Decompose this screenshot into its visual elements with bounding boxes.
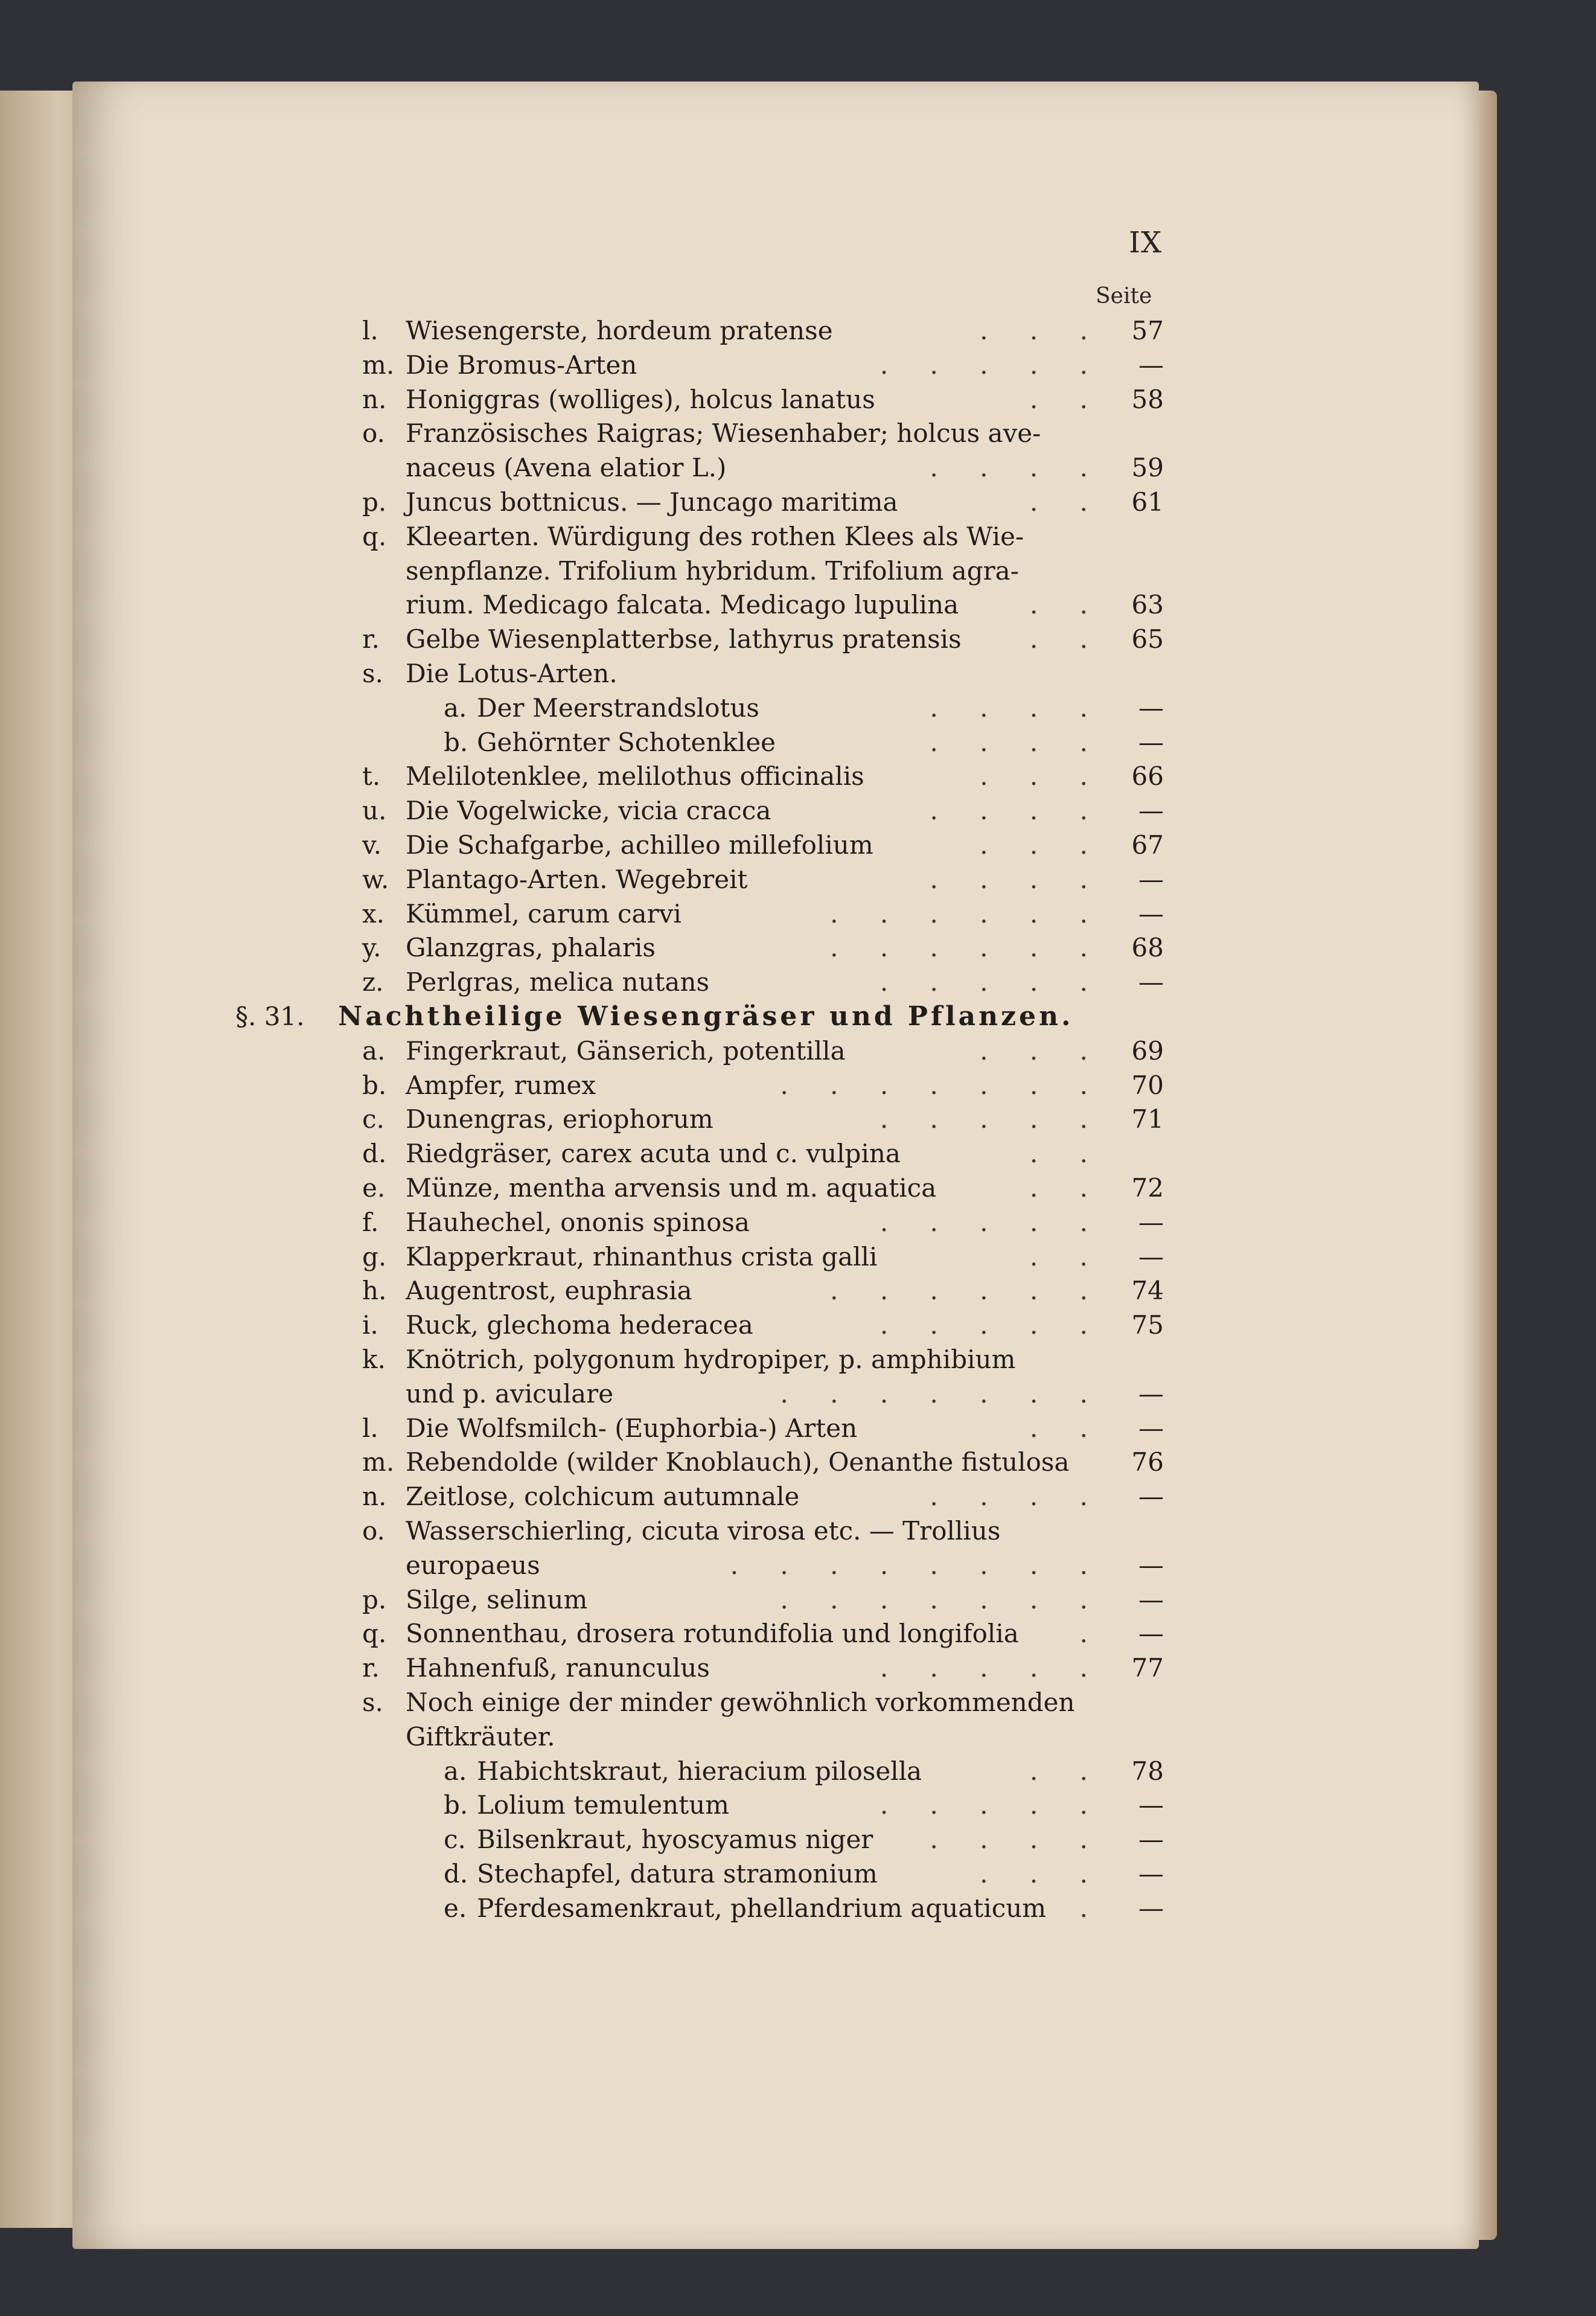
entry-text: Die Schafgarbe, achilleo millefolium (406, 830, 873, 860)
entry-text: Riedgräser, carex acuta und c. vulpina (406, 1139, 901, 1169)
toc-entry (0, 1651, 1596, 1685)
entry-text: Nachtheilige Wiesengräser und Pflanzen. (338, 1001, 1074, 1032)
leader-dots: . . . . . (879, 1104, 1105, 1134)
entry-text: Juncus bottnicus. — Juncago maritima (406, 487, 898, 517)
entry-label: a. (362, 1035, 386, 1066)
toc-entry (0, 1617, 1596, 1651)
entry-page-number: 63 (1131, 590, 1164, 620)
toc-entry (0, 1755, 1596, 1788)
toc-entry (0, 1549, 1596, 1582)
leader-dots: . . (1029, 1756, 1105, 1786)
entry-page-number: 58 (1131, 384, 1164, 414)
entry-label: p. (362, 487, 387, 517)
entry-label: x. (362, 898, 385, 929)
toc-entry (0, 965, 1596, 999)
entry-label: w. (362, 864, 389, 894)
entry-label: s. (362, 1687, 383, 1717)
entry-text: europaeus (406, 1550, 540, 1580)
entry-text: Ampfer, rumex (406, 1070, 596, 1100)
entry-page-number: — (1138, 1482, 1164, 1512)
entry-label: c. (362, 1104, 385, 1134)
leader-dots: . (1079, 1619, 1105, 1649)
entry-page-number: — (1138, 796, 1164, 826)
entry-page-number: 70 (1131, 1070, 1164, 1100)
leader-dots: . . . . . (879, 967, 1105, 997)
toc-entry (0, 931, 1596, 965)
entry-page-number: 71 (1131, 1104, 1164, 1134)
toc-entry (0, 1308, 1596, 1342)
toc-entry (0, 1583, 1596, 1617)
toc-entry (0, 863, 1596, 897)
page-column-header: Seite (1096, 284, 1152, 309)
toc-entry (0, 760, 1596, 793)
leader-dots: . . . . . . . . (730, 1550, 1105, 1580)
leader-dots: . . . (980, 830, 1105, 860)
entry-text: Wiesengerste, hordeum pratense (406, 316, 833, 345)
entry-page-number: 66 (1131, 761, 1164, 792)
toc-entry (0, 554, 1596, 588)
entry-text: Hauhechel, ononis spinosa (406, 1207, 750, 1237)
entry-text: Glanzgras, phalaris (406, 933, 656, 963)
entry-text: Stechapfel, datura stramonium (477, 1859, 878, 1889)
toc-entry (0, 1412, 1596, 1445)
toc-entry (0, 1445, 1596, 1479)
entry-label: n. (362, 1482, 387, 1512)
toc-entry (0, 451, 1596, 485)
entry-text: Sonnenthau, drosera rotundifolia und longifolia (406, 1619, 1019, 1649)
toc-entry (0, 1240, 1596, 1274)
entry-text: Rebendolde (wilder Knoblauch), Oenanthe fistulosa (406, 1447, 1070, 1477)
entry-text: Französisches Raigras; Wiesenhaber; holcus ave- (406, 418, 1041, 449)
entry-page-number: — (1138, 1859, 1164, 1889)
entry-text: Augentrost, euphrasia (406, 1276, 692, 1306)
toc-entry (0, 1069, 1596, 1102)
entry-page-number: 74 (1131, 1276, 1164, 1306)
entry-page-number: — (1138, 1241, 1164, 1272)
toc-entry (0, 485, 1596, 519)
entry-label: n. (362, 384, 387, 414)
entry-page-number: — (1138, 1584, 1164, 1614)
entry-text: Bilsenkraut, hyoscyamus niger (477, 1825, 873, 1855)
toc-entry (0, 1514, 1596, 1548)
entry-page-number: 77 (1131, 1653, 1164, 1683)
toc-entry (0, 1823, 1596, 1857)
toc-entry (0, 1480, 1596, 1514)
entry-text: Hahnenfuß, ranunculus (406, 1653, 710, 1683)
entry-page-number: — (1138, 1413, 1164, 1443)
toc-entry (0, 622, 1596, 656)
entry-label: e. (362, 1173, 386, 1203)
entry-text: Knötrich, polygonum hydropiper, p. amphibium (406, 1345, 1016, 1374)
entry-label: v. (362, 830, 382, 860)
leader-dots: . . . . (930, 453, 1105, 483)
leader-dots: . . . . (930, 693, 1105, 723)
entry-label: i. (362, 1310, 378, 1340)
entry-text: Fingerkraut, Gänserich, potentilla (406, 1035, 846, 1066)
entry-label: k. (362, 1345, 386, 1374)
toc-entry (0, 1274, 1596, 1308)
entry-text: Noch einige der minder gewöhnlich vorkommenden (406, 1687, 1075, 1717)
entry-page-number: — (1138, 1825, 1164, 1855)
entry-text: Dunengras, eriophorum (406, 1104, 713, 1134)
entry-page-number: 72 (1131, 1173, 1164, 1203)
entry-label: m. (362, 1447, 395, 1477)
toc-entry (0, 828, 1596, 862)
leader-dots: . . (1029, 590, 1105, 620)
leader-dots: . . . . . . . (780, 1378, 1105, 1409)
entry-text: Honiggras (wolliges), holcus lanatus (406, 384, 875, 414)
entry-label: c. (444, 1825, 466, 1855)
entry-label: §. 31. (235, 1002, 305, 1031)
entry-text: Gehörnter Schotenklee (477, 727, 776, 757)
entry-label: d. (444, 1859, 468, 1889)
entry-text: Die Bromus-Arten (406, 350, 637, 380)
toc-entry (0, 1377, 1596, 1411)
entry-label: d. (362, 1139, 387, 1169)
leader-dots: . . (1029, 624, 1105, 654)
entry-page-number: 76 (1131, 1447, 1164, 1477)
entry-page-number: — (1138, 1619, 1164, 1649)
entry-page-number: 57 (1131, 316, 1164, 345)
toc-entry (0, 657, 1596, 691)
entry-label: g. (362, 1241, 387, 1272)
leader-dots: . . . . . . (830, 898, 1105, 929)
section-heading (0, 1000, 1596, 1034)
entry-text: Die Vogelwicke, vicia cracca (406, 796, 771, 826)
leader-dots: . . . . (930, 864, 1105, 894)
entry-page-number: — (1138, 898, 1164, 929)
entry-label: b. (444, 1790, 468, 1820)
leader-dots: . . . . (930, 1825, 1105, 1855)
entry-text: Kümmel, carum carvi (406, 898, 681, 929)
entry-page-number: — (1138, 1790, 1164, 1820)
entry-text: Pferdesamenkraut, phellandrium aquaticum (477, 1893, 1047, 1923)
leader-dots: . . . . . (879, 1207, 1105, 1237)
entry-page-number: — (1138, 693, 1164, 723)
toc-entry (0, 1857, 1596, 1891)
entry-label: t. (362, 761, 381, 792)
entry-text: Habichtskraut, hieracium pilosella (477, 1756, 922, 1786)
entry-text: Die Wolfsmilch- (Euphorbia-) Arten (406, 1413, 858, 1443)
entry-label: o. (362, 1516, 385, 1546)
entry-page-number: — (1138, 864, 1164, 894)
entry-label: b. (362, 1070, 387, 1100)
entry-label: p. (362, 1584, 387, 1614)
entry-text: Ruck, glechoma hederacea (406, 1310, 753, 1340)
toc-entry (0, 588, 1596, 622)
entry-text: Silge, selinum (406, 1584, 588, 1614)
entry-text: und p. aviculare (406, 1378, 614, 1409)
entry-page-number: — (1138, 1893, 1164, 1923)
leader-dots: . . . . (930, 796, 1105, 826)
toc-entry (0, 691, 1596, 725)
entry-text: Giftkräuter. (406, 1721, 555, 1751)
entry-text: senpflanze. Trifolium hybridum. Trifolium agra- (406, 555, 1019, 586)
leader-dots: . . (1029, 487, 1105, 517)
leader-dots: . . (1029, 1413, 1105, 1443)
entry-text: Wasserschierling, cicuta virosa etc. — Trollius (406, 1516, 1001, 1546)
entry-label: l. (362, 316, 378, 345)
entry-page-number: 59 (1131, 453, 1164, 483)
leader-dots: . . . . . . (830, 933, 1105, 963)
entry-label: l. (362, 1413, 378, 1443)
toc-entry (0, 314, 1596, 348)
entry-label: a. (444, 693, 467, 723)
leader-dots: . . . . . (879, 350, 1105, 380)
entry-label: m. (362, 350, 395, 380)
toc-entry (0, 1034, 1596, 1068)
leader-dots: . . . . . . (830, 1276, 1105, 1306)
entry-text: Lolium temulentum (477, 1790, 729, 1820)
entry-page-number: — (1138, 1550, 1164, 1580)
leader-dots: . (1079, 1893, 1105, 1923)
toc-entry (0, 1686, 1596, 1719)
entry-label: q. (362, 521, 387, 551)
toc-entry (0, 794, 1596, 828)
toc-entry (0, 1137, 1596, 1171)
entry-text: Der Meerstrandslotus (477, 693, 759, 723)
entry-page-number: 67 (1131, 830, 1164, 860)
entry-text: Gelbe Wiesenplatterbse, lathyrus pratensis (406, 624, 962, 654)
leader-dots: . . . (980, 1859, 1105, 1889)
entry-label: e. (444, 1893, 467, 1923)
entry-page-number: 69 (1131, 1035, 1164, 1066)
entry-page-number: — (1138, 1207, 1164, 1237)
leader-dots: . . . (980, 316, 1105, 345)
entry-label: a. (444, 1756, 467, 1786)
toc-entry (0, 417, 1596, 450)
entry-label: r. (362, 624, 380, 654)
entry-label: h. (362, 1276, 387, 1306)
toc-entry (0, 348, 1596, 382)
toc-entry (0, 1102, 1596, 1136)
leader-dots: . . . . . (879, 1310, 1105, 1340)
entry-page-number: — (1138, 727, 1164, 757)
entry-page-number: 61 (1131, 487, 1164, 517)
toc-entry (0, 726, 1596, 760)
leader-dots: . . . . . (879, 1653, 1105, 1683)
entry-page-number: — (1138, 967, 1164, 997)
entry-text: naceus (Avena elatior L.) (406, 453, 727, 483)
entry-label: f. (362, 1207, 379, 1237)
leader-dots: . . (1029, 1241, 1105, 1272)
toc-entry (0, 383, 1596, 417)
entry-label: s. (362, 659, 383, 688)
entry-page-number: — (1138, 1378, 1164, 1409)
entry-label: q. (362, 1619, 387, 1649)
page-folio: IX (1129, 226, 1163, 260)
toc-entry (0, 1206, 1596, 1240)
entry-label: r. (362, 1653, 380, 1683)
entry-label: y. (362, 933, 381, 963)
leader-dots: . . . . . . . (780, 1070, 1105, 1100)
leader-dots: . . . . . . . (780, 1584, 1105, 1614)
entry-page-number: — (1138, 350, 1164, 380)
entry-page-number: 65 (1131, 624, 1164, 654)
leader-dots: . . . . . (879, 1790, 1105, 1820)
toc-entry (0, 520, 1596, 554)
leader-dots: . . (1029, 1173, 1105, 1203)
entry-page-number: 68 (1131, 933, 1164, 963)
entry-page-number: 78 (1131, 1756, 1164, 1786)
entry-label: b. (444, 727, 468, 757)
entry-text: Münze, mentha arvensis und m. aquatica (406, 1173, 937, 1203)
leader-dots: . . . (980, 1035, 1105, 1066)
entry-text: Plantago-Arten. Wegebreit (406, 864, 748, 894)
toc-entry (0, 1343, 1596, 1377)
entry-text: Klapperkraut, rhinanthus crista galli (406, 1241, 878, 1272)
entry-text: rium. Medicago falcata. Medicago lupulina (406, 590, 959, 620)
toc-entry (0, 1171, 1596, 1205)
entry-label: u. (362, 796, 387, 826)
entry-text: Perlgras, melica nutans (406, 967, 710, 997)
toc-entry (0, 1892, 1596, 1925)
entry-text: Zeitlose, colchicum autumnale (406, 1482, 800, 1512)
entry-label: o. (362, 418, 385, 449)
entry-label: z. (362, 967, 384, 997)
toc-entry (0, 897, 1596, 931)
toc-entry (0, 1788, 1596, 1822)
entry-text: Melilotenklee, melilothus officinalis (406, 761, 864, 792)
leader-dots: . . . . (930, 1482, 1105, 1512)
entry-text: Kleearten. Würdigung des rothen Klees als Wie- (406, 521, 1024, 551)
leader-dots: . . . (980, 761, 1105, 792)
leader-dots: . . (1029, 1139, 1105, 1169)
entry-text: Die Lotus-Arten. (406, 659, 618, 688)
leader-dots: . . (1029, 384, 1105, 414)
entry-page-number: 75 (1131, 1310, 1164, 1340)
leader-dots: . . . . (930, 727, 1105, 757)
toc-entry (0, 1720, 1596, 1754)
